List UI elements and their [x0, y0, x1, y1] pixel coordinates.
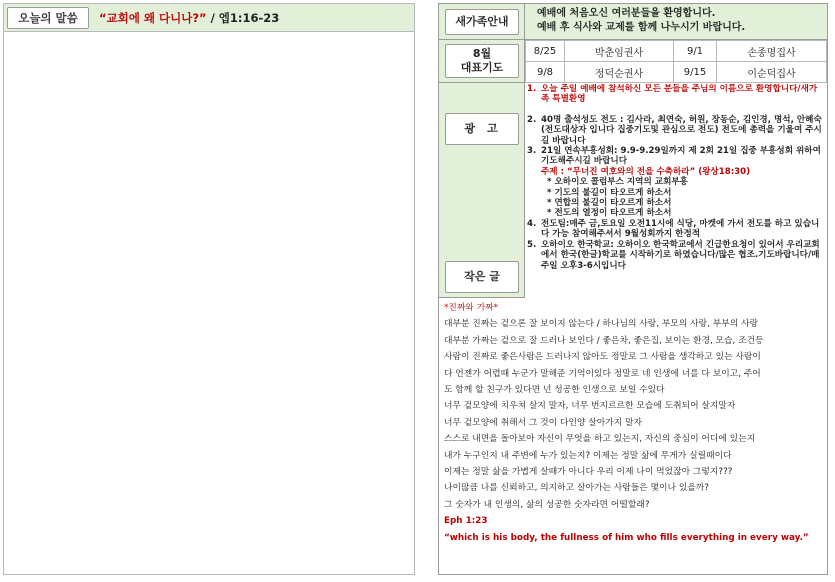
prayer-bullet: * 전도의 열정이 타오르게 하소서 — [547, 208, 672, 219]
item-number: 1. — [527, 84, 537, 94]
announcements-list — [527, 84, 825, 296]
sermon-reference: / 엡1:16-23 — [210, 11, 280, 25]
essay-line: 내가 누구인지 내 주변에 누가 있는지? 이제는 정말 삶에 무게가 실릴때이다 — [444, 450, 732, 461]
list-item — [527, 146, 825, 167]
essay-line: 대부분 가짜는 겉으로 잘 드러나 보인다 / 좋은차, 좋은집, 보이는 환경, 모습, 조건등 — [444, 335, 764, 346]
newcomer-message — [525, 4, 827, 40]
prayer-name: 정덕순권사 — [565, 62, 674, 83]
prayer-name: 손종명집사 — [717, 41, 827, 62]
prayer-label-title: 대표기도 — [460, 61, 504, 74]
item-text: 오늘 주일 예배에 참석하신 모든 분들을 주님의 이름으로 환영합니다/새가족 특별환영 — [541, 84, 818, 105]
essay-line: 나이많큼 나를 신뢰하고, 의지하고 살아가는 사람들은 몇이나 있을까? — [444, 483, 709, 494]
table-row — [526, 62, 827, 83]
revival-theme: 주제 : “무너진 여호와의 전을 수축하라” (왕상18:30) — [541, 166, 751, 177]
verse-reference: Eph 1:23 — [444, 516, 488, 527]
sermon-title — [99, 10, 279, 26]
item-text: 40명 출석성도 전도 : 김사라, 최연숙, 허원, 장동순, 김인경, 명석, 안혜숙(전도대상자 입니다 집중기도및 관심으로 전도) 전도에 총력을 기울여 주시길 바랍니다 — [541, 114, 822, 146]
table-row — [526, 41, 827, 62]
essay-line: 사람이 진짜로 좋은사람은 드러나지 않아도 정말로 그 사람을 생각하고 있는 사람이 — [444, 352, 761, 363]
item-text: 오하이오 한국학교: 오하이오 한국학교에서 긴급한요청이 있어서 우리교회에서 한국(한글)학교를 시작하기로 하였습니다/많은 협조.기도바랍니다/매주일 오후3-6시입니다 — [541, 239, 820, 271]
essay-line: 너무 겉모양에 취해서 그 것이 다인양 살아가지 말자 — [444, 417, 643, 428]
newcomer-label: 새가족안내 — [445, 9, 519, 35]
prayer-bullet: * 기도의 불길이 타오르게 하소서 — [547, 187, 672, 198]
newcomer-line-1: 예배에 처음오신 여러분들을 환영합니다. — [537, 8, 716, 19]
item-number: 4. — [527, 218, 537, 229]
short-piece-title: *진짜와 가짜* — [444, 303, 499, 313]
item-number: 5. — [527, 239, 537, 250]
item-text: 21일 연속부흥성회: 9.9-9.29일까지 제 2회 21일 집중 부흥성회 위하여 기도해주시길 바랍니다 — [541, 146, 821, 167]
prayer-date: 9/8 — [526, 62, 565, 83]
sermon-panel — [3, 3, 415, 575]
sermon-title-text: “교회에 왜 다니나?” — [99, 11, 207, 25]
short-piece-body — [444, 300, 824, 572]
verse-text: “which is his body, the fullness of him who fills everything in every way.” — [444, 532, 809, 543]
prayer-bullet: * 오하이오 콜럼부스 지역의 교회부흥 — [547, 177, 688, 188]
list-item — [527, 115, 825, 146]
announcements-label: 광고 — [445, 113, 519, 145]
newcomer-line-2: 예배 후 식사와 교제를 함께 나누시기 바랍니다. — [537, 21, 746, 33]
prayer-label — [445, 44, 519, 78]
prayer-schedule-table — [525, 40, 827, 83]
prayer-bullet: * 연합의 불길이 타오르게 하소서 — [547, 198, 672, 209]
prayer-label-cell — [439, 40, 525, 83]
essay-line: 스스로 내면을 돌아보아 자신이 무엇을 하고 있는지, 자신의 중심이 어디에 있는지 — [444, 434, 756, 445]
prayer-name: 이순덕집사 — [717, 62, 827, 83]
essay-line: 그 숫자가 내 인생의, 삶의 성공한 숫자라면 어떨할래? — [444, 499, 650, 510]
prayer-date: 9/1 — [674, 41, 717, 62]
item-text: 전도팀:매주 금,토요일 오전11시에 식당, 마켓에 가서 전도를 하고 있습니다 가능 참여해주셔서 9월성회까지 한정적 — [541, 218, 820, 240]
prayer-date: 9/15 — [674, 62, 717, 83]
essay-line: 이제는 정말 삶을 가볍게 살때가 아니다 우리 이제 나이 먹었잖아 그렇지??? — [444, 467, 733, 478]
prayer-name: 박춘임권사 — [565, 41, 674, 62]
announcements-label-cell — [439, 83, 525, 298]
list-item — [527, 84, 825, 105]
essay-line: 도 함께 할 친구가 있다면 넌 성공한 인생으로 보일 수있다 — [444, 385, 665, 396]
essay-line: 대부분 진짜는 겉으론 잘 보이지 않는다 / 하나님의 사랑, 부모의 사랑, 부부의 사랑 — [444, 319, 759, 330]
list-item — [527, 240, 825, 271]
newcomer-label-cell — [439, 4, 525, 40]
essay-line: 너무 겉모양에 치우쳐 살지 말자, 너무 번지르르한 모습에 도취되어 살지말자 — [444, 401, 736, 412]
list-item — [527, 219, 825, 240]
item-number: 2. — [527, 114, 537, 125]
prayer-date: 8/25 — [526, 41, 565, 62]
sermon-label: 오늘의 말씀 — [7, 7, 89, 29]
item-number: 3. — [527, 146, 537, 157]
short-piece-label: 작은 글 — [445, 261, 519, 293]
sermon-header — [4, 4, 414, 32]
prayer-label-month: 8월 — [472, 46, 492, 60]
bulletin-panel — [438, 3, 828, 575]
essay-line: 다 언젠가 어렵때 누군가 말해준 기억이있다 정말로 네 인생에 너를 다 보이고, 주어 — [444, 368, 761, 379]
